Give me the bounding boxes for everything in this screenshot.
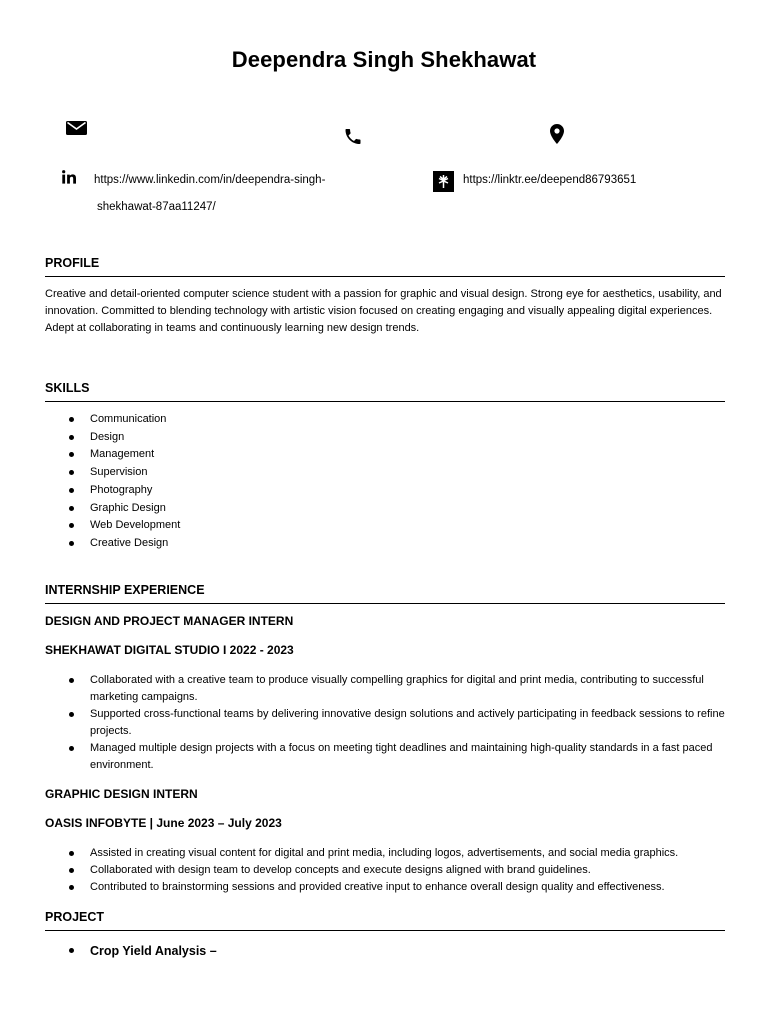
job-bullets — [45, 672, 730, 774]
mail-icon — [66, 121, 87, 135]
candidate-name: Deependra Singh Shekhawat — [231, 47, 537, 72]
location-icon — [550, 124, 564, 144]
linktree-url[interactable]: https://linktr.ee/deepend86793651 — [463, 174, 637, 186]
project-list — [45, 942, 217, 960]
skills-heading: SKILLS — [45, 381, 90, 395]
job-role: DESIGN AND PROJECT MANAGER INTERN — [45, 614, 294, 628]
linkedin-url-line2[interactable]: shekhawat-87aa11247/ — [97, 201, 216, 213]
skills-list — [45, 411, 180, 553]
list-item: Managed multiple design projects with a focus on meeting tight deadlines and maintaining high-quality standards in a fast paced environment. — [45, 740, 730, 774]
list-item: Design — [45, 429, 180, 447]
experience-heading: INTERNSHIP EXPERIENCE — [45, 583, 205, 597]
list-item: Contributed to brainstorming sessions and provided creative input to enhance overall design quality and effectiveness. — [45, 879, 730, 896]
profile-divider — [45, 276, 725, 277]
list-item: Web Development — [45, 517, 180, 535]
project-divider — [45, 930, 725, 931]
list-item: Crop Yield Analysis – — [45, 942, 217, 960]
list-item: Graphic Design — [45, 500, 180, 518]
list-item: Creative Design — [45, 535, 180, 553]
project-heading: PROJECT — [45, 910, 105, 924]
job-role: GRAPHIC DESIGN INTERN — [45, 787, 198, 801]
list-item: Assisted in creating visual content for digital and print media, including logos, advertisements, and social media graphics. — [45, 845, 730, 862]
linktree-icon — [433, 171, 454, 192]
linkedin-icon — [62, 170, 76, 184]
job-company: SHEKHAWAT DIGITAL STUDIO I 2022 - 2023 — [45, 643, 294, 657]
profile-text: Creative and detail-oriented computer science student with a passion for graphic and visual design. Strong eye for aesthetics, usability, and innovation. Committed to blending technology with artistic vision focused on creating engaging and visually appealing digital experiences. Adept at collaborating in teams and continuously learning new design trends. — [45, 288, 722, 334]
list-item: Supervision — [45, 464, 180, 482]
experience-divider — [45, 603, 725, 604]
job-company: OASIS INFOBYTE | June 2023 – July 2023 — [45, 816, 282, 830]
skills-divider — [45, 401, 725, 402]
profile-heading: PROFILE — [45, 256, 100, 270]
list-item: Collaborated with a creative team to produce visually compelling graphics for digital and print media, contributing to successful marketing campaigns. — [45, 672, 730, 706]
list-item: Communication — [45, 411, 180, 429]
linkedin-url-line1[interactable]: https://www.linkedin.com/in/deependra-singh- — [94, 174, 326, 186]
list-item: Management — [45, 446, 180, 464]
list-item: Collaborated with design team to develop concepts and execute designs aligned with brand guidelines. — [45, 862, 730, 879]
phone-icon — [343, 126, 363, 147]
list-item: Photography — [45, 482, 180, 500]
list-item: Supported cross-functional teams by delivering innovative design solutions and actively participating in feedback sessions to refine projects. — [45, 706, 730, 740]
job-bullets — [45, 845, 730, 896]
